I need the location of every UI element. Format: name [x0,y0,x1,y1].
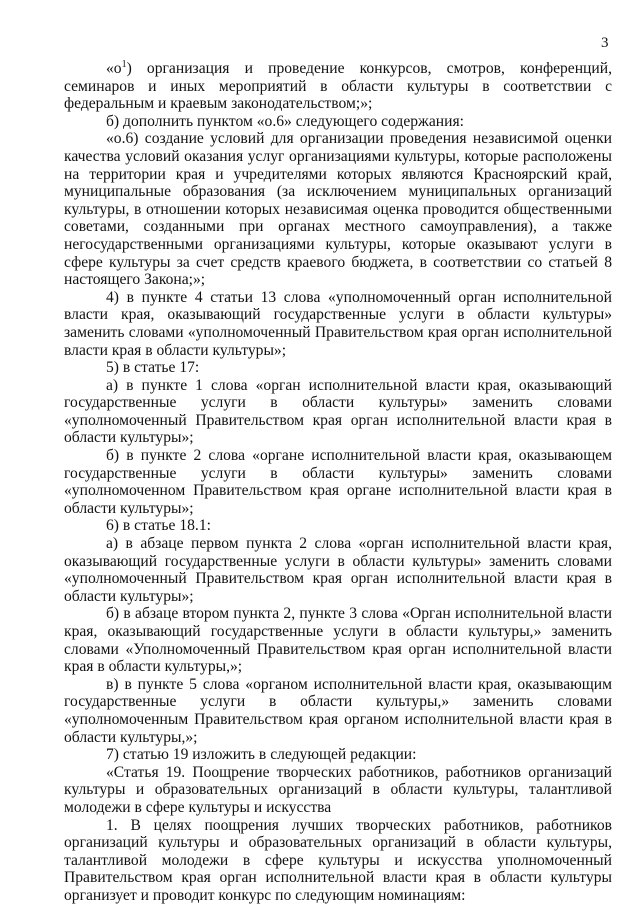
paragraph-item-5: 5) в статье 17: [106,359,200,377]
paragraph-item-4: 4) в пункте 4 статьи 13 слова «уполномоченный орган исполнительной власти края, оказывающий государственные услуги в области культуры» заменить словами «уполномоченный Правительством края орган исполнительной власти края в области культуры»; [64,288,612,359]
paragraph-item-6b: б) в абзаце втором пункта 2, пункте 3 слова «Орган исполнительной власти края, оказывающий государственные услуги в области культуры,» заменить словами «Уполномоченный Правительством края орган исполнительной власти края в области культуры,»; [64,605,612,676]
paragraph-item-6a: а) в абзаце первом пункта 2 слова «орган исполнительной власти края, оказывающий государственные услуги в области культуры» заменить словами «уполномоченный Правительством края орган исполнительной власти края в области культуры»; [64,535,612,605]
paragraph-item-6v: в) в пункте 5 слова «органом исполнительной власти края, оказывающим государственные услуги в области культуры,» заменить словами «уполномоченным Правительством края органом исполнительной власти края в области культуры,»; [64,675,612,746]
page-number: 3 [601,35,609,51]
paragraph-item-b-add: б) дополнить пунктом «о.6» следующего содержания: [106,112,464,130]
superscript-1: 1 [121,58,127,70]
document-body [64,60,612,905]
paragraph-item-6: 6) в статье 18.1: [106,517,211,535]
paragraph-item-5b: б) в пункте 2 слова «органе исполнительной власти края, оказывающем государственные услуги в области культуры» заменить словами «уполномоченном Правительством края органе исполнительной власти края в области культуры»; [64,447,612,517]
paragraph-article-19-title: «Статья 19. Поощрение творческих работников, работников организаций культуры и образовательных организаций в области культуры, талантливой молодежи в сфере культуры и искусства [64,763,612,816]
paragraph-o1-rest: ) организация и проведение конкурсов, смотров, конференций, семинаров и иных мероприятий в области культуры в соответствии с федеральным и краевым законодательством;»; [64,60,612,113]
paragraph-item-7: 7) статью 19 изложить в следующей редакции: [106,746,417,764]
paragraph-item-5a: а) в пункте 1 слова «орган исполнительной власти края, оказывающий государственные услуги в области культуры» заменить словами «уполномоченный Правительством края орган исполнительной власти края в области культуры»; [64,376,612,447]
paragraph-o1-start: «о [106,60,122,77]
paragraph-article-19-point-1: 1. В целях поощрения лучших творческих работников, работников организаций культуры и образовательных организаций в области культуры, талантливой молодежи в сфере культуры и искусства уполномоченный Правительством края орган исполнительной власти края в области культуры организует и проводит конкурс по следующим номинациям: [64,816,612,904]
paragraph-o6: «о.6) создание условий для организации проведения независимой оценки качества условий оказания услуг организациями культуры, которые расположены на территории края и учредителями которых являются Красноярский край, муниципальные образования (за исключением муниципальных организаций культуры, в отношении которых независимая оценка проводится общественными советами, созданными при органах местного самоуправления), а также негосударственными организациями культуры, которые оказывают услуги в сфере культуры за счет средств краевого бюджета, в соответствии со статьей 8 настоящего Закона;»; [64,130,612,289]
paragraph-o1 [64,60,612,113]
